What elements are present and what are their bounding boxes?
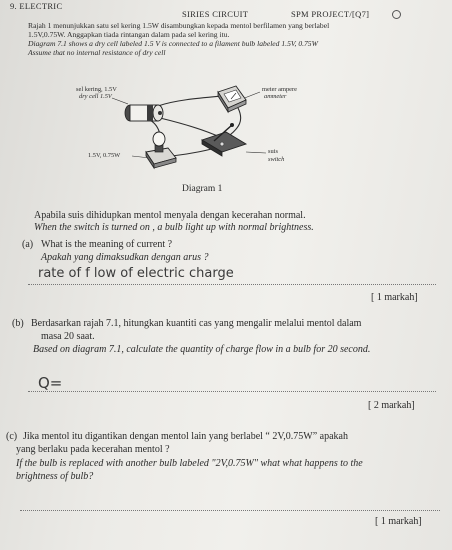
answer-line-c <box>20 510 440 511</box>
question-c-text-en-1: If the bulb is replaced with another bulb labeled "2V,0.75W" what what happens to the <box>16 458 363 469</box>
label-switch-bm: suis <box>268 148 278 155</box>
question-a-number: (a) <box>22 239 34 250</box>
dry-cell-icon <box>125 105 163 121</box>
question-b-text-en: Based on diagram 7.1, calculate the quantity of charge flow in a bulb for 20 second. <box>33 344 371 355</box>
diagram-caption: Diagram 1 <box>182 184 223 194</box>
label-dry-cell-bm: sel kering, 1.5V <box>76 86 117 93</box>
stem-bm: Apabila suis dihidupkan mentol menyala dengan kecerahan normal. <box>34 210 306 221</box>
question-b-text-bm-2: masa 20 saat. <box>41 331 95 342</box>
question-a-text-en: What is the meaning of current ? <box>41 239 173 250</box>
circuit-diagram <box>0 0 452 190</box>
question-b-text-bm-1: Berdasarkan rajah 7.1, hitungkan kuantiti cas yang mengalir melalui mentol dalam <box>31 318 362 329</box>
answer-line-a <box>28 284 436 285</box>
label-dry-cell-en: dry cell 1.5V <box>79 93 112 100</box>
question-c-text-bm-1: Jika mentol itu digantikan dengan mentol lain yang berlabel “ 2V,0.75W” apakah <box>23 431 348 442</box>
question-b-answer: Q= <box>38 374 63 392</box>
question-b-number: (b) <box>12 318 24 329</box>
intro-en-line2: Assume that no internal resistance of dry cell <box>28 48 166 57</box>
question-c-text-bm-2: yang berlaku pada kecerahan mentol ? <box>16 444 170 455</box>
intro-bm-line1: Rajah 1 menunjukkan satu sel kering 1.5W disambungkan kepada mentol berfilamen yang berlabel <box>28 21 330 30</box>
stem-en: When the switch is turned on , a bulb light up with normal brightness. <box>34 222 314 233</box>
question-a-answer: rate of f low of electric charge <box>38 266 234 281</box>
answer-line-b <box>28 391 436 392</box>
question-a-text-bm: Apakah yang dimaksudkan dengan arus ? <box>41 252 209 263</box>
topic-heading: SIRIES CIRCUIT <box>182 9 249 19</box>
label-ammeter-bm: meter ampere <box>262 86 297 93</box>
label-bulb-rating: 1.5V, 0.75W <box>88 152 121 159</box>
question-a-marks: [ 1 markah] <box>371 292 418 303</box>
question-c-marks: [ 1 markah] <box>375 516 422 527</box>
question-c-number: (c) <box>6 431 18 442</box>
switch-icon <box>202 123 246 156</box>
label-ammeter-en: ammeter <box>264 93 287 100</box>
question-c-text-en-2: brightness of bulb? <box>16 471 94 482</box>
ammeter-icon <box>218 86 246 112</box>
section-heading: 9. ELECTRIC <box>10 1 63 11</box>
bulb-icon <box>146 132 176 168</box>
label-switch-en: switch <box>268 156 285 163</box>
question-b-marks: [ 2 markah] <box>368 400 415 411</box>
project-code: SPM PROJECT/[Q7] <box>291 9 370 19</box>
intro-en-line1: Diagram 7.1 shows a dry cell labeled 1.5 V is connected to a filament bulb labeled 1.5V, 0.75W <box>28 39 318 48</box>
intro-bm-line2: 1.5V,0.75W. Anggapkan tiada rintangan dalam pada sel kering itu. <box>28 30 230 39</box>
